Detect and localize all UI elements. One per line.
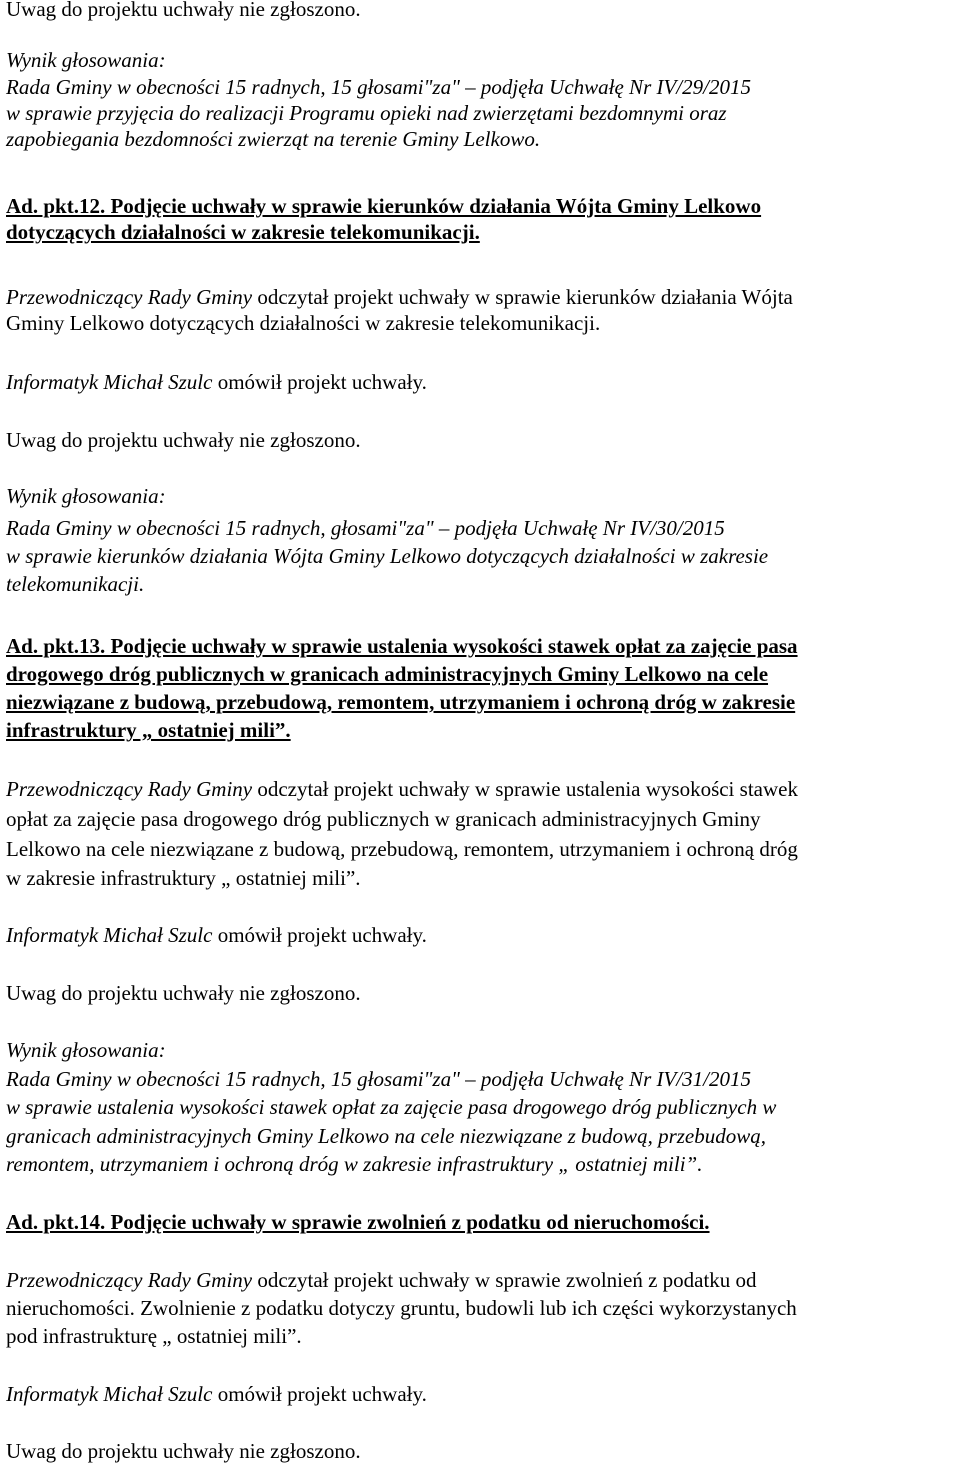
vote-result-line: Rada Gminy w obecności 15 radnych, 15 głosami"za" – podjęła Uchwałę Nr IV/29/2015 xyxy=(6,75,751,99)
no-comments-note: Uwag do projektu uchwały nie zgłoszono. xyxy=(6,0,361,21)
it-discussion-line: Informatyk Michał Szulc omówił projekt uchwały. xyxy=(6,923,427,947)
agenda-item-heading: niezwiązane z budową, przebudową, remontem, utrzymaniem i ochroną dróg w zakresie xyxy=(6,690,796,714)
chair-name: Przewodniczący Rady Gminy xyxy=(6,285,253,309)
vote-result-line: w sprawie kierunków działania Wójta Gminy Lelkowo dotyczących działalności w zakresie xyxy=(6,544,769,568)
it-specialist-name: Informatyk Michał Szulc xyxy=(6,1382,213,1406)
vote-result-line: Rada Gminy w obecności 15 radnych, 15 głosami"za" – podjęła Uchwałę Nr IV/31/2015 xyxy=(6,1067,751,1091)
agenda-item-heading: Ad. pkt.14. Podjęcie uchwały w sprawie zwolnień z podatku od nieruchomości. xyxy=(6,1210,710,1234)
chair-reading-line: Przewodniczący Rady Gminy odczytał projekt uchwały w sprawie ustalenia wysokości stawek xyxy=(6,777,798,801)
vote-result-heading: Wynik głosowania: xyxy=(6,1038,166,1062)
chair-reading-line: w zakresie infrastruktury „ ostatniej mili”. xyxy=(6,866,361,890)
it-discussion-line: Informatyk Michał Szulc omówił projekt uchwały. xyxy=(6,370,427,394)
chair-reading-line: Lelkowo na cele niezwiązane z budową, przebudową, remontem, utrzymaniem i ochroną dróg xyxy=(6,837,798,861)
vote-result-line: granicach administracyjnych Gminy Lelkowo na cele niezwiązane z budową, przebudową, xyxy=(6,1124,766,1148)
no-comments-note: Uwag do projektu uchwały nie zgłoszono. xyxy=(6,981,361,1005)
chair-reading-line: Przewodniczący Rady Gminy odczytał projekt uchwały w sprawie zwolnień z podatku od xyxy=(6,1268,757,1292)
vote-result-line: telekomunikacji. xyxy=(6,572,145,596)
it-discussion-line: Informatyk Michał Szulc omówił projekt uchwały. xyxy=(6,1382,427,1406)
it-specialist-name: Informatyk Michał Szulc xyxy=(6,370,213,394)
vote-result-heading: Wynik głosowania: xyxy=(6,484,166,508)
agenda-item-heading: infrastruktury „ ostatniej mili”. xyxy=(6,718,291,742)
agenda-item-heading: dotyczących działalności w zakresie telekomunikacji. xyxy=(6,220,480,244)
chair-reading-line: Gminy Lelkowo dotyczących działalności w zakresie telekomunikacji. xyxy=(6,311,601,335)
agenda-item-heading: Ad. pkt.13. Podjęcie uchwały w sprawie ustalenia wysokości stawek opłat za zajęcie pasa xyxy=(6,634,798,658)
vote-result-line: zapobiegania bezdomności zwierząt na terenie Gminy Lelkowo. xyxy=(6,127,541,151)
vote-result-heading: Wynik głosowania: xyxy=(6,48,166,72)
chair-reading-line: nieruchomości. Zwolnienie z podatku dotyczy gruntu, budowli lub ich części wykorzystanych xyxy=(6,1296,797,1320)
vote-result-line: w sprawie przyjęcia do realizacji Programu opieki nad zwierzętami bezdomnymi oraz xyxy=(6,101,727,125)
vote-result-line: Rada Gminy w obecności 15 radnych, głosami"za" – podjęła Uchwałę Nr IV/30/2015 xyxy=(6,516,725,540)
agenda-item-heading: drogowego dróg publicznych w granicach administracyjnych Gminy Lelkowo na cele xyxy=(6,662,769,686)
vote-result-line: w sprawie ustalenia wysokości stawek opłat za zajęcie pasa drogowego dróg publicznych w xyxy=(6,1095,777,1119)
vote-result-line: remontem, utrzymaniem i ochroną dróg w zakresie infrastruktury „ ostatniej mili”. xyxy=(6,1152,703,1176)
no-comments-note: Uwag do projektu uchwały nie zgłoszono. xyxy=(6,1439,361,1463)
chair-name: Przewodniczący Rady Gminy xyxy=(6,777,253,801)
it-specialist-name: Informatyk Michał Szulc xyxy=(6,923,213,947)
chair-reading-line: Przewodniczący Rady Gminy odczytał projekt uchwały w sprawie kierunków działania Wójta xyxy=(6,285,793,309)
chair-name: Przewodniczący Rady Gminy xyxy=(6,1268,253,1292)
chair-reading-line: pod infrastrukturę „ ostatniej mili”. xyxy=(6,1324,302,1348)
no-comments-note: Uwag do projektu uchwały nie zgłoszono. xyxy=(6,428,361,452)
chair-reading-line: opłat za zajęcie pasa drogowego dróg publicznych w granicach administracyjnych Gminy xyxy=(6,807,761,831)
agenda-item-heading: Ad. pkt.12. Podjęcie uchwały w sprawie kierunków działania Wójta Gminy Lelkowo xyxy=(6,194,762,218)
